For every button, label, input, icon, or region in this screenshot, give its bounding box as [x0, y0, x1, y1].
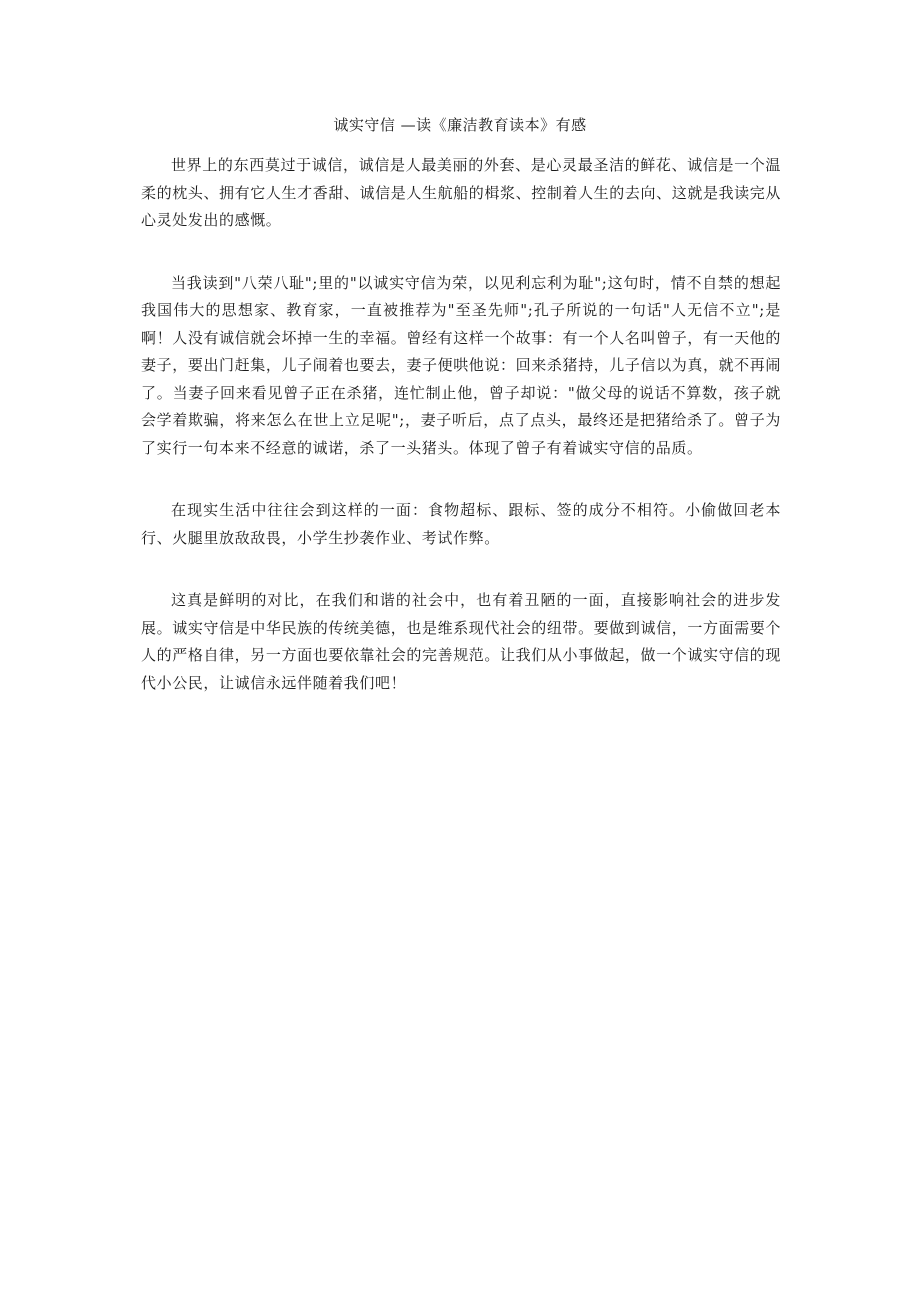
paragraph-4: 这真是鲜明的对比，在我们和谐的社会中，也有着丑陋的一面，直接影响社会的进步发展。诚实守信是中华民族的传统美德，也是维系现代社会的纽带。要做到诚信，一方面需要个人的严格自律，另一方面也要依靠社会的完善规范。让我们从小事做起，做一个诚实守信的现代小公民，让诚信永远伴随着我们吧！: [141, 591, 781, 692]
paragraph-3: 在现实生活中往往会到这样的一面：食物超标、跟标、签的成分不相符。小偷做回老本行、火腿里放敌敌畏，小学生抄袭作业、考试作弊。: [141, 501, 781, 547]
paragraph-2: 当我读到"八荣八耻";里的"以诚实守信为荣，以见利忘利为耻";这句时，情不自禁的想起我国伟大的思想家、教育家，一直被推荐为"至圣先师";孔子所说的一句话"人无信不立";是啊！人没有诚信就会坏掉一生的幸福。曾经有这样一个故事：有一个人名叫曾子，有一天他的妻子，要出门赶集，儿子闹着也要去，妻子便哄他说：回来杀猪持，儿子信以为真，就不再闹了。当妻子回来看见曾子正在杀猪，连忙制止他，曾子却说："做父母的说话不算数，孩子就会学着欺骗，将来怎么在世上立足呢";，妻子听后，点了点头，最终还是把猪给杀了。曾子为了实行一句本来不经意的诚诺，杀了一头猪头。体现了曾子有着诚实守信的品质。: [141, 273, 781, 457]
document-title: 诚实守信 —读《廉洁教育读本》有感: [333, 116, 587, 134]
paragraph-1: 世界上的东西莫过于诚信，诚信是人最美丽的外套、是心灵最圣洁的鲜花、诚信是一个温柔的枕头、拥有它人生才香甜、诚信是人生航船的楫浆、控制着人生的去向、这就是我读完从心灵处发出的感慨。: [141, 156, 781, 229]
document-body: [141, 152, 781, 732]
